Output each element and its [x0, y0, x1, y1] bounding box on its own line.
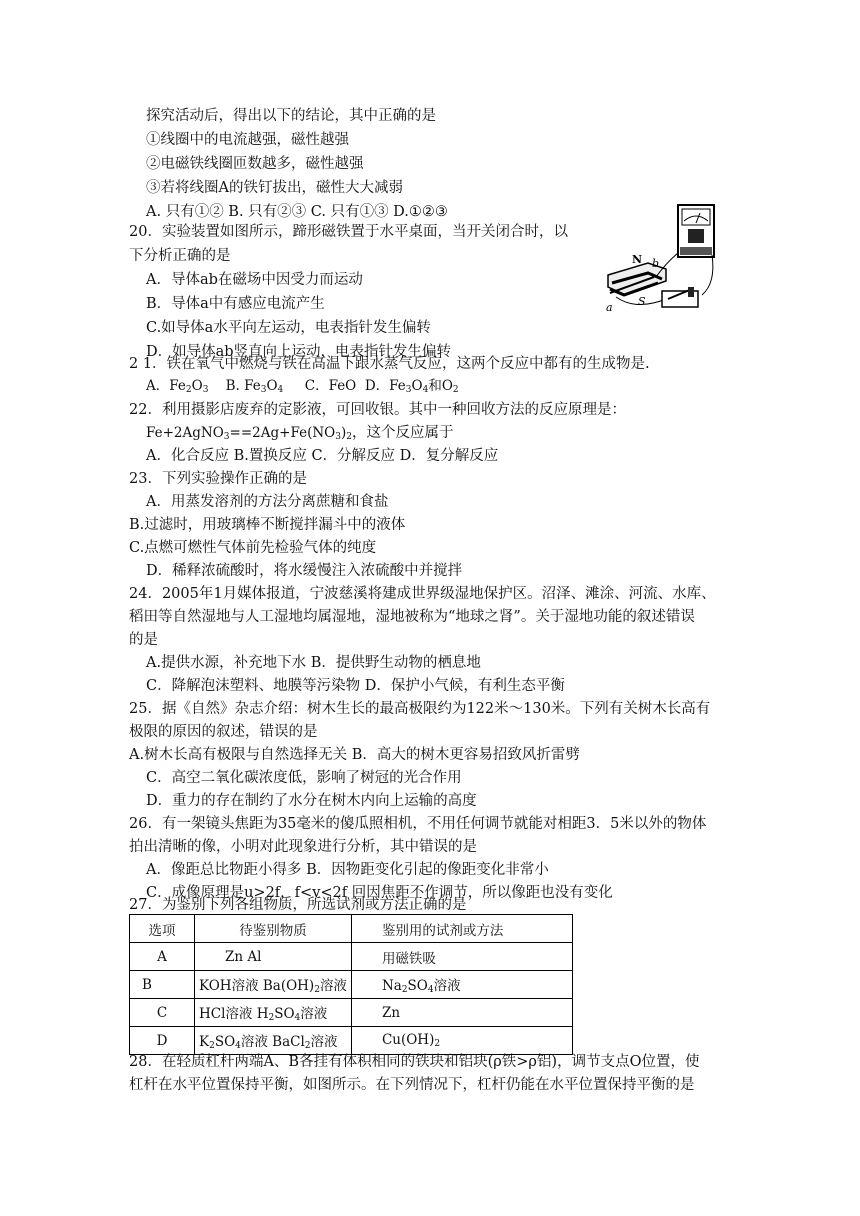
- question-23: 23．下列实验操作正确的是: [129, 471, 307, 487]
- experiment-figure: [596, 203, 718, 315]
- question-24-cont: 的是: [129, 632, 158, 648]
- question-28-cont: 杠杆在水平位置保持平衡，如图所示。在下列情况下，杠杆仍能在水平位置保持平衡的是: [129, 1077, 695, 1093]
- option-a: A．用蒸发溶剂的方法分离蔗糖和食盐: [146, 494, 389, 510]
- table-cell: Zn: [351, 999, 572, 1027]
- table-row: [130, 943, 573, 971]
- question-20: 20．实验装置如图所示，蹄形磁铁置于水平桌面，当开关闭合时，以: [129, 224, 568, 240]
- label-n: N: [632, 253, 643, 266]
- table-cell: B: [130, 971, 195, 999]
- table-cell: $K_2SO_4$溶液 BaCl$_2$溶液: [195, 1027, 352, 1055]
- option-b: B.过滤时，用玻璃棒不断搅拌漏斗中的液体: [129, 517, 406, 533]
- table-cell: Zn Al: [195, 943, 352, 971]
- label-a: a: [606, 301, 613, 314]
- question-26-cont: 拍出清晰的像，小明对此现象进行分析，其中错误的是: [129, 839, 477, 855]
- option-c: C.点燃可燃性气体前先检验气体的纯度: [129, 540, 377, 556]
- table-cell: HCl溶液 $H_2SO_4$溶液: [195, 999, 352, 1027]
- question-22: 22．利用摄影店废弃的定影液，可回收银。其中一种回收方法的反应原理是：: [129, 402, 626, 418]
- question-27: 27．为鉴别下列各组物质，所选试剂或方法正确的是: [129, 897, 467, 913]
- table-cell: C: [130, 999, 195, 1027]
- option-d: D．稀释浓硫酸时，将水缓慢注入浓硫酸中并搅拌: [146, 563, 463, 579]
- question-26: 26．有一架镜头焦距为35毫米的傻瓜照相机，不用任何调节就能对相距3．5米以外的物体: [129, 816, 707, 832]
- table-cell: D: [130, 1027, 195, 1055]
- text-line: ①线圈中的电流越强，磁性越强: [146, 132, 349, 148]
- options-cd: C．降解泡沫塑料、地膜等污染物 D．保护小气候，有利生态平衡: [146, 678, 565, 694]
- table-header: 鉴别用的试剂或方法: [351, 915, 572, 943]
- question-22-equation: $Fe+2AgNO_3==2Ag+Fe(NO_3)_2$，这个反应属于: [146, 425, 454, 442]
- table-row: [130, 999, 573, 1027]
- option-a: A．导体ab在磁场中因受力而运动: [146, 272, 363, 288]
- text-line: ②电磁铁线圈匝数越多，磁性越强: [146, 156, 364, 172]
- question-25-cont: 极限的原因的叙述，错误的是: [129, 724, 318, 740]
- table-header: 待鉴别物质: [195, 915, 352, 943]
- table-cell: $Cu(OH)_2$: [351, 1027, 572, 1055]
- label-s: S: [638, 295, 646, 308]
- table-cell: 用磁铁吸: [351, 943, 572, 971]
- table-header-row: [130, 915, 573, 943]
- options-ab: A.树木长高有极限与自然选择无关 B．高大的树木更容易招致风折雷劈: [129, 747, 580, 763]
- option-d: D．如导体ab竖直向上运动，电表指针发生偏转: [146, 344, 452, 360]
- options-ab: A．像距总比物距小得多 B．因物距变化引起的像距变化非常小: [146, 862, 549, 878]
- table-row: [130, 971, 573, 999]
- question-24-cont: 稻田等自然湿地与人工湿地均属湿地，湿地被称为“地球之肾”。关于湿地功能的叙述错误: [129, 609, 695, 625]
- question-25: 25．据《自然》杂志介绍：树木生长的最高极限约为122米～130米。下列有关树木长高有: [129, 701, 711, 717]
- option-c: C．成像原理是u>2f，f<v<2f 回因焦距不作调节，所以像距也没有变化: [146, 885, 613, 901]
- identification-table: [129, 914, 573, 1055]
- table-row: [130, 1027, 573, 1055]
- text-line: ③若将线圈A的铁钉拔出，磁性大大减弱: [146, 180, 403, 196]
- option-b: B．导体a中有感应电流产生: [146, 296, 325, 312]
- question-22-options: A．化合反应 B.置换反应 C．分解反应 D．复分解反应: [146, 448, 499, 464]
- option-c: C．高空二氧化碳浓度低，影响了树冠的光合作用: [146, 770, 462, 786]
- question-21: 2 1．铁在氧气中燃烧与铁在高温下跟水蒸气反应，这两个反应中都有的生成物是.: [129, 356, 650, 372]
- option-c: C.如导体a水平向左运动，电表指针发生偏转: [146, 320, 431, 336]
- option-d: D．重力的存在制约了水分在树木内向上运输的高度: [146, 793, 477, 809]
- question-21-options: A．$Fe_2O_3$ B. $Fe_3O_4$ C．FeO D．$Fe_3O_4$和$O_2$: [146, 378, 459, 395]
- table-cell: $Na_2SO_4$溶液: [351, 971, 572, 999]
- table-cell: KOH溶液 $Ba(OH)_2$溶液: [195, 971, 352, 999]
- options-line: A. 只有①② B. 只有②③ C. 只有①③ D.①②③: [146, 204, 448, 220]
- question-24: 24．2005年1月媒体报道，宁波慈溪将建成世界级湿地保护区。沼泽、滩涂、河流、水库、: [129, 586, 716, 602]
- question-28: 28．在轻质杠杆两端A、B各挂有体积相同的铁块和铝块(ρ铁>ρ铝)，调节支点O位置，使: [129, 1054, 700, 1070]
- question-20-cont: 下分析正确的是: [129, 248, 231, 264]
- label-b: b: [652, 257, 660, 270]
- table-cell: A: [130, 943, 195, 971]
- text-line: 探究活动后，得出以下的结论，其中正确的是: [146, 108, 436, 124]
- table-header: 选项: [130, 915, 195, 943]
- options-ab: A.提供水源，补充地下水 B．提供野生动物的栖息地: [146, 655, 481, 671]
